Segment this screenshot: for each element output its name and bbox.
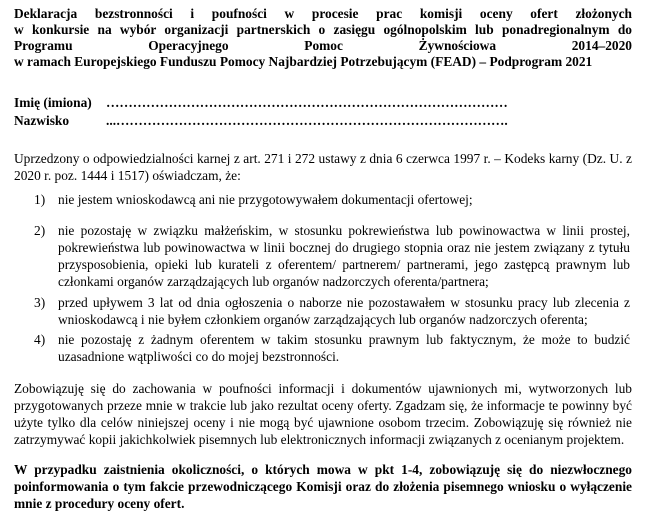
item-number: 3) — [34, 295, 46, 310]
first-name-label: Imię (imiona) — [14, 95, 92, 110]
item-number: 4) — [34, 332, 46, 347]
surname-dots: ...……………………………………………………………………………. — [106, 113, 508, 128]
list-item — [34, 191, 630, 208]
item-text: przed upływem 3 lat od dnia ogłoszenia o naborze nie pozostawałem w stosunku pracy lub zlecenia z wnioskodawcą i nie byłem członkiem organów zarządzających lub organów nadzorczych oferenta; — [58, 295, 630, 327]
title-line-3: Programu Operacyjnego Pomoc Żywnościowa 2014–2020 — [14, 38, 632, 53]
title-line-1: Deklaracja bezstronności i poufności w procesie prac komisji oceny ofert złożonych — [14, 6, 632, 21]
closing-paragraph: W przypadku zaistnienia okoliczności, o których mowa w pkt 1-4, zobowiązuję się do niezwłocznego poinformowania o tym fakcie przewodniczącego Komisji oraz do złożenia pisemnego wniosku o wyłączenie mnie z procedury oceny ofert. — [14, 462, 632, 511]
title-line-4: w ramach Europejskiego Funduszu Pomocy Najbardziej Potrzebującym (FEAD) – Podprogram 2021 — [14, 54, 593, 69]
item-text: nie jestem wnioskodawcą ani nie przygotowywałem dokumentacji ofertowej; — [58, 192, 473, 207]
intro-statement: Uprzedzony o odpowiedzialności karnej z art. 271 i 272 ustawy z dnia 6 czerwca 1997 r. – Kodeks karny (Dz. U. z 2020 r. poz. 1444 i 1517) oświadczam, że: — [14, 151, 632, 183]
title-line-2: w konkursie na wybór organizacji partnerskich o zasięgu ogólnopolskim lub ponadregionalnym do — [14, 22, 632, 37]
surname-label: Nazwisko — [14, 113, 70, 128]
first-name-dots: ……………………………………………………………………………… — [106, 95, 508, 110]
item-text: nie pozostaję z żadnym oferentem w takim stosunku prawnym lub faktycznym, że może to budzić uzasadnione wątpliwości co do mojej bezstronności. — [58, 332, 630, 364]
confidentiality-paragraph: Zobowiązuję się do zachowania w poufności informacji i dokumentów ujawnionych mi, wytworzonych lub przygotowanych przeze mnie w trakcie lub jako rezultat oceny oferty. Zgadzam się, że informacje te powinny być użyte tylko dla celów niniejszej oceny i nie mogą być ujawnione osobom trzecim. Zobowiązuję się również nie zatrzymywać kopii jakichkolwiek pisemnych lub elektronicznych informacji związanych z ocenianym projektem. — [14, 381, 632, 447]
item-text: nie pozostaję w związku małżeńskim, w stosunku pokrewieństwa lub powinowactwa w linii prostej, pokrewieństwa lub powinowactwa w linii bocznej do drugiego stopnia oraz nie jestem związany z tytułu przysposobienia, opieki lub kurateli z oferentem/ partnerem/ partnerami, jego zastępcą prawnym lub członkami organów zarządzających lub organów nadzorczych oferenta/partnera; — [58, 223, 630, 289]
declaration-title — [14, 6, 632, 70]
surname-field — [14, 113, 508, 129]
item-number: 2) — [34, 223, 46, 238]
first-name-field — [14, 95, 508, 111]
list-item — [34, 294, 630, 328]
list-item — [34, 331, 630, 365]
list-item — [34, 222, 630, 290]
item-number: 1) — [34, 192, 46, 207]
